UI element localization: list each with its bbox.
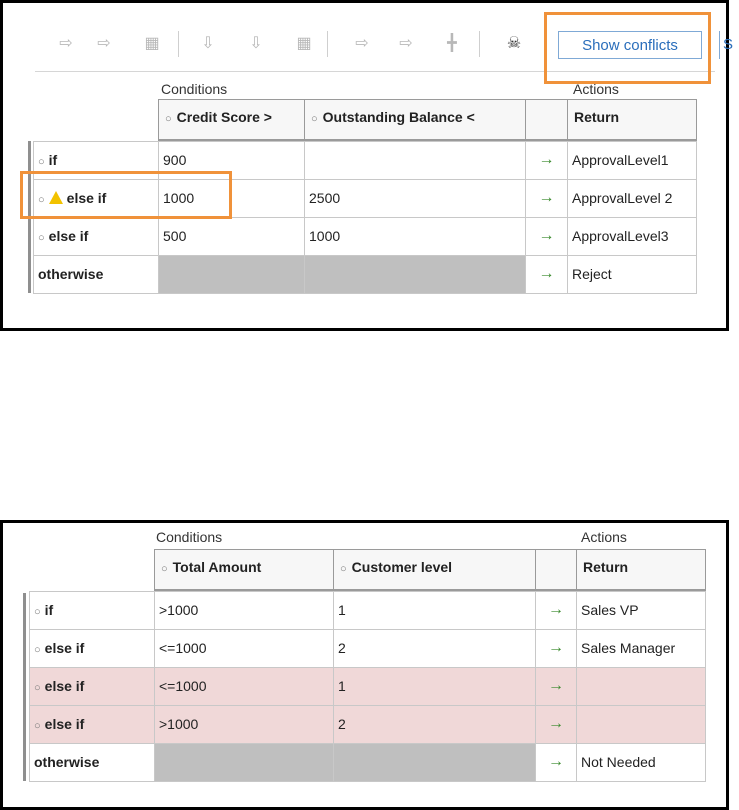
row-group-bar [23,593,26,781]
conflict-cell[interactable]: >1000 [154,705,334,744]
arrow-right-icon: → [535,591,577,630]
table-cell[interactable]: 1000 [158,179,305,218]
row-handle-icon: ○ [34,720,41,732]
arrow-right-icon: → [525,255,568,294]
conflict-cell[interactable]: 2 [333,705,536,744]
truncated-toolbar-button[interactable]: S [719,31,739,59]
row-label-else-if[interactable]: ○ else if [33,179,159,218]
arrow-column-header [525,99,568,141]
table-cell[interactable]: 2 [333,629,536,668]
row-label-if[interactable]: ○ if [33,141,159,180]
table-cell[interactable]: ApprovalLevel1 [567,141,697,180]
row-handle-icon: ○ [38,156,45,168]
row-label-else-if[interactable]: ○ else if [29,629,155,668]
column-handle-icon: ○ [161,563,168,575]
conflict-cell[interactable] [576,667,706,706]
table-cell[interactable]: 2500 [304,179,526,218]
arrow-right-icon: → [525,179,568,218]
arrow-right-icon: → [525,217,568,256]
column-header-return[interactable]: Return [567,99,697,141]
arrow-right-icon: → [535,629,577,668]
row-label-if[interactable]: ○ if [29,591,155,630]
row-label-otherwise[interactable]: otherwise [33,255,159,294]
row-handle-icon: ○ [34,644,41,656]
conditions-group-label: Conditions [156,529,223,545]
table-cell[interactable]: ApprovalLevel3 [567,217,697,256]
column-handle-icon: ○ [340,563,347,575]
toolbar-separator [327,31,328,57]
table-cell[interactable]: ApprovalLevel 2 [567,179,697,218]
row-handle-icon: ○ [38,194,45,206]
column-header-return[interactable]: Return [576,549,706,591]
table-cell[interactable]: 1000 [304,217,526,256]
column-handle-icon: ○ [311,113,318,125]
disabled-cell [304,255,526,294]
row-handle-icon: ○ [34,606,41,618]
table-cell[interactable]: Reject [567,255,697,294]
delete-column-icon[interactable]: ▦ [296,35,312,52]
delete-row-icon[interactable]: ▦ [144,35,160,52]
table-cell[interactable]: 1 [333,591,536,630]
column-header-credit-score[interactable]: ○ Credit Score > [158,99,305,141]
conflict-cell[interactable]: <=1000 [154,667,334,706]
disabled-cell [333,743,536,782]
arrow-right-icon: → [535,743,577,782]
table-cell[interactable]: Sales Manager [576,629,706,668]
conflict-cell[interactable] [576,705,706,744]
toolbar-separator [178,31,179,57]
toolbar-separator [479,31,480,57]
column-header-outstanding-balance[interactable]: ○ Outstanding Balance < [304,99,526,141]
row-handle-icon: ○ [34,682,41,694]
table-cell[interactable]: 900 [158,141,305,180]
highlight-box-warning-row [20,171,232,219]
column-header-customer-level[interactable]: ○ Customer level [333,549,536,591]
table-cell[interactable]: Sales VP [576,591,706,630]
table-cell[interactable]: Not Needed [576,743,706,782]
column-header-total-amount[interactable]: ○ Total Amount [154,549,334,591]
table-cell[interactable]: 500 [158,217,305,256]
disabled-cell [154,743,334,782]
actions-group-label: Actions [573,81,619,97]
clear-format-icon[interactable]: ☠ [506,35,522,52]
conditions-group-label: Conditions [161,81,228,97]
show-conflicts-button[interactable]: Show conflicts [558,31,702,59]
arrow-column-header [535,549,577,591]
row-handle-icon: ○ [38,232,45,244]
decision-table-panel-2 [0,520,729,810]
add-action-icon[interactable]: ⇨ [355,35,369,52]
insert-action-after-icon[interactable]: ⇨ [399,35,413,52]
row-label-otherwise[interactable]: otherwise [29,743,155,782]
column-handle-icon: ○ [165,113,172,125]
insert-row-before-icon[interactable]: ⇨ [59,35,73,52]
arrow-right-icon: → [525,141,568,180]
actions-group-label: Actions [581,529,627,545]
insert-column-before-icon[interactable]: ⇩ [201,35,215,52]
row-label-else-if[interactable]: ○ else if [29,667,155,706]
row-label-else-if[interactable]: ○ else if [29,705,155,744]
decision-table-panel-1 [0,0,734,331]
arrow-right-icon: → [535,705,577,744]
table-cell[interactable]: >1000 [154,591,334,630]
conflict-cell[interactable]: 1 [333,667,536,706]
insert-row-after-icon[interactable]: ⇨ [97,35,111,52]
table-cell[interactable] [304,141,526,180]
row-label-else-if[interactable]: ○ else if [33,217,159,256]
highlight-box-show-conflicts [544,12,711,84]
arrow-right-icon: → [535,667,577,706]
table-cell[interactable]: <=1000 [154,629,334,668]
delete-action-icon[interactable]: ╋ [447,35,457,52]
disabled-cell [158,255,305,294]
insert-column-after-icon[interactable]: ⇩ [249,35,263,52]
